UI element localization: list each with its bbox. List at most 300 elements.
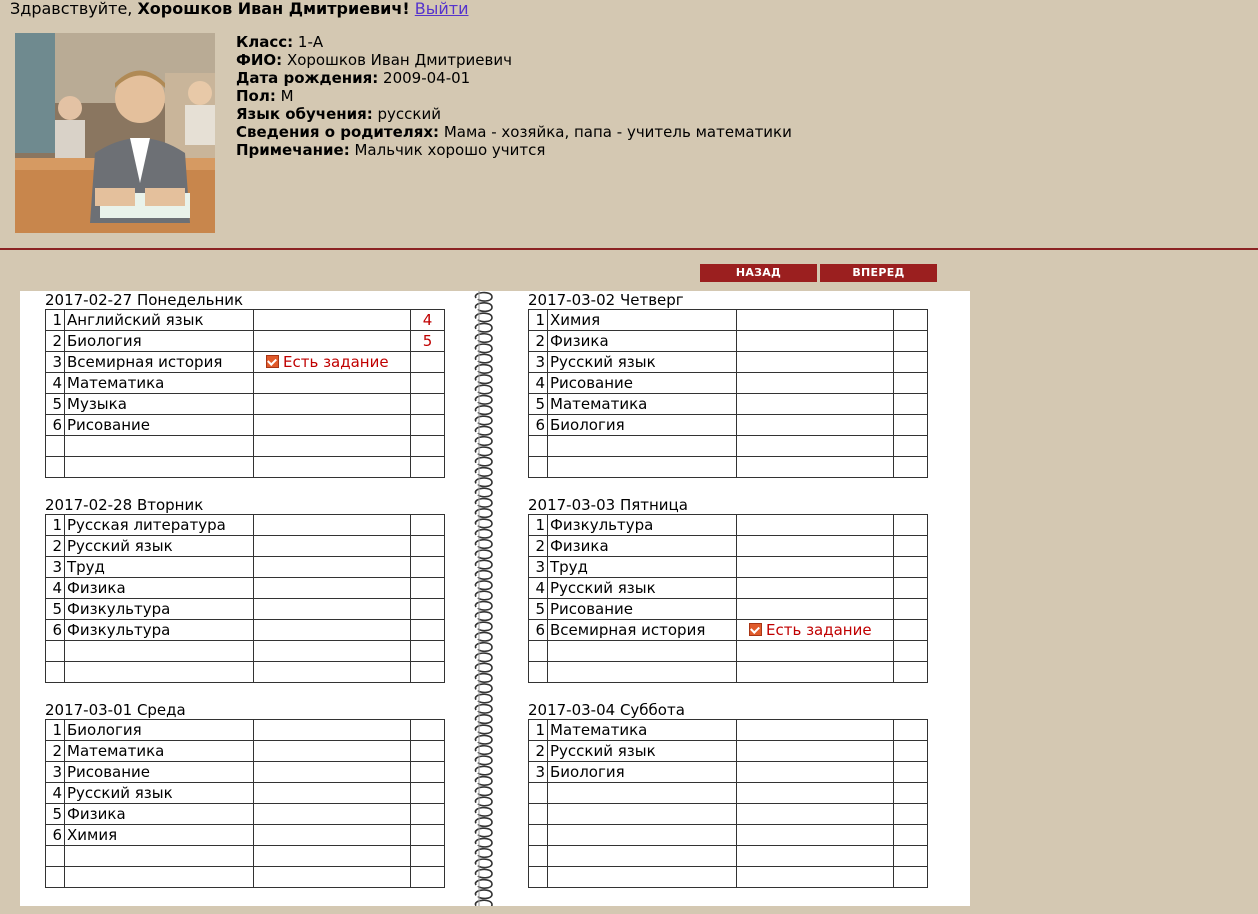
lesson-grade xyxy=(894,394,928,415)
lesson-task xyxy=(737,394,894,415)
lesson-number: 1 xyxy=(529,310,548,331)
lesson-subject: Биология xyxy=(65,331,254,352)
lesson-grade xyxy=(411,846,445,867)
lesson-grade xyxy=(894,846,928,867)
info-value: Мама - хозяйка, папа - учитель математики xyxy=(439,123,792,141)
table-row xyxy=(46,741,445,762)
forward-button[interactable]: ВПЕРЕД xyxy=(820,264,937,282)
lesson-task xyxy=(737,867,894,888)
lesson-grade xyxy=(411,373,445,394)
table-row xyxy=(46,352,445,373)
student-photo xyxy=(15,33,215,233)
lesson-subject xyxy=(65,436,254,457)
lesson-number: 1 xyxy=(46,515,65,536)
lesson-task xyxy=(254,783,411,804)
lesson-grade xyxy=(411,557,445,578)
lesson-number: 3 xyxy=(46,557,65,578)
table-row xyxy=(529,331,928,352)
lesson-subject: Музыка xyxy=(65,394,254,415)
lesson-number: 5 xyxy=(46,599,65,620)
lesson-grade xyxy=(894,415,928,436)
lesson-task xyxy=(737,310,894,331)
day-schedule xyxy=(45,496,445,683)
spiral-ring xyxy=(475,612,492,620)
lesson-number: 6 xyxy=(529,620,548,641)
lesson-task xyxy=(737,741,894,762)
lesson-subject: Математика xyxy=(548,720,737,741)
lesson-number: 1 xyxy=(529,515,548,536)
spiral-ring xyxy=(475,632,492,640)
lesson-subject: Русский язык xyxy=(65,783,254,804)
lesson-subject: Русский язык xyxy=(65,536,254,557)
lessons-table xyxy=(528,719,928,888)
spiral-ring xyxy=(475,900,492,906)
lesson-number xyxy=(46,846,65,867)
table-row xyxy=(529,641,928,662)
spiral-ring xyxy=(475,571,492,579)
lesson-subject xyxy=(548,825,737,846)
lesson-number: 5 xyxy=(529,394,548,415)
logout-link[interactable]: Выйти xyxy=(414,0,469,18)
lesson-grade xyxy=(411,741,445,762)
spiral-ring xyxy=(475,385,492,393)
table-row xyxy=(529,804,928,825)
spiral-ring xyxy=(475,550,492,558)
lesson-task xyxy=(254,867,411,888)
lesson-task xyxy=(737,352,894,373)
lesson-grade xyxy=(411,641,445,662)
spiral-ring xyxy=(475,818,492,826)
lesson-number: 2 xyxy=(529,331,548,352)
lesson-grade xyxy=(894,310,928,331)
day-schedule xyxy=(528,701,928,888)
lesson-number xyxy=(529,825,548,846)
table-row xyxy=(529,457,928,478)
lesson-subject: Биология xyxy=(548,762,737,783)
table-row xyxy=(46,720,445,741)
lesson-grade xyxy=(411,620,445,641)
info-value: 1-А xyxy=(293,33,324,51)
spiral-ring xyxy=(475,684,492,692)
lesson-subject: Химия xyxy=(548,310,737,331)
table-row xyxy=(46,578,445,599)
lesson-number: 4 xyxy=(46,783,65,804)
lesson-grade xyxy=(411,662,445,683)
table-row xyxy=(46,331,445,352)
lesson-task xyxy=(737,536,894,557)
lesson-grade xyxy=(894,578,928,599)
table-row xyxy=(529,762,928,783)
lesson-number: 1 xyxy=(46,310,65,331)
spiral-ring xyxy=(475,540,492,548)
info-label: Примечание: xyxy=(236,141,350,159)
info-row xyxy=(236,33,792,51)
lesson-grade xyxy=(894,457,928,478)
day-schedule xyxy=(45,291,445,478)
lesson-number xyxy=(529,867,548,888)
lesson-subject: Английский язык xyxy=(65,310,254,331)
lesson-grade xyxy=(411,394,445,415)
lesson-task xyxy=(254,415,411,436)
lesson-grade xyxy=(411,536,445,557)
lesson-task xyxy=(254,720,411,741)
lesson-subject: Русская литература xyxy=(65,515,254,536)
table-row xyxy=(529,373,928,394)
lesson-subject: Математика xyxy=(548,394,737,415)
lesson-subject xyxy=(65,867,254,888)
lesson-grade xyxy=(411,457,445,478)
lesson-subject xyxy=(65,457,254,478)
info-label: Дата рождения: xyxy=(236,69,379,87)
greeting-text: Здравствуйте, xyxy=(10,0,133,18)
spiral-ring xyxy=(475,457,492,465)
table-row xyxy=(46,457,445,478)
lesson-grade xyxy=(894,825,928,846)
lesson-subject: Физика xyxy=(548,331,737,352)
lesson-subject: Физкультура xyxy=(65,599,254,620)
lesson-subject: Труд xyxy=(65,557,254,578)
spiral-ring xyxy=(475,293,492,301)
user-name: Хорошков Иван Дмитриевич! xyxy=(137,0,410,18)
lesson-grade xyxy=(894,436,928,457)
table-row xyxy=(529,741,928,762)
lesson-task xyxy=(254,641,411,662)
table-row xyxy=(529,515,928,536)
table-row xyxy=(46,310,445,331)
spiral-ring xyxy=(475,725,492,733)
day-title: 2017-03-04 Суббота xyxy=(528,701,685,719)
lesson-subject xyxy=(65,846,254,867)
lesson-task xyxy=(737,804,894,825)
day-title: 2017-03-03 Пятница xyxy=(528,496,688,514)
table-row xyxy=(46,394,445,415)
lesson-grade xyxy=(894,762,928,783)
table-row xyxy=(46,662,445,683)
lesson-grade xyxy=(411,825,445,846)
spiral-ring xyxy=(475,849,492,857)
lesson-grade xyxy=(894,536,928,557)
task-label: Есть задание xyxy=(283,353,389,371)
table-row xyxy=(46,825,445,846)
lesson-subject xyxy=(548,641,737,662)
lesson-task xyxy=(737,436,894,457)
lesson-grade xyxy=(411,720,445,741)
lessons-table xyxy=(45,514,445,683)
lesson-number xyxy=(46,641,65,662)
lesson-number: 1 xyxy=(46,720,65,741)
spiral-ring xyxy=(475,488,492,496)
info-value: Мальчик хорошо учится xyxy=(349,141,546,159)
lesson-number: 4 xyxy=(529,373,548,394)
spiral-ring xyxy=(475,509,492,517)
lesson-subject: Биология xyxy=(548,415,737,436)
lesson-number xyxy=(529,804,548,825)
spiral-ring xyxy=(475,890,492,898)
lesson-task xyxy=(737,457,894,478)
lesson-grade xyxy=(894,515,928,536)
task-checkbox-icon xyxy=(266,355,279,368)
table-row xyxy=(529,783,928,804)
table-row xyxy=(529,436,928,457)
lesson-number xyxy=(529,783,548,804)
lesson-grade xyxy=(411,415,445,436)
info-label: Класс: xyxy=(236,33,294,51)
spiral-ring xyxy=(475,581,492,589)
lesson-grade xyxy=(894,620,928,641)
info-value: русский xyxy=(372,105,441,123)
table-row xyxy=(529,536,928,557)
spiral-ring xyxy=(475,674,492,682)
spiral-ring xyxy=(475,334,492,342)
lesson-task xyxy=(737,825,894,846)
day-title: 2017-02-27 Понедельник xyxy=(45,291,244,309)
lesson-subject xyxy=(548,846,737,867)
spiral-ring xyxy=(475,447,492,455)
lesson-subject: Русский язык xyxy=(548,352,737,373)
lesson-grade xyxy=(894,557,928,578)
spiral-ring xyxy=(475,602,492,610)
table-row xyxy=(46,536,445,557)
spiral-ring xyxy=(475,735,492,743)
spiral-ring xyxy=(475,766,492,774)
lesson-subject xyxy=(65,662,254,683)
lesson-number xyxy=(46,662,65,683)
lesson-grade xyxy=(411,867,445,888)
lesson-subject: Всемирная история xyxy=(548,620,737,641)
info-row xyxy=(236,123,792,141)
lesson-grade xyxy=(411,436,445,457)
lesson-grade xyxy=(411,515,445,536)
lesson-subject xyxy=(548,436,737,457)
spiral-ring xyxy=(475,519,492,527)
info-value: М xyxy=(275,87,294,105)
lesson-task xyxy=(254,846,411,867)
day-schedule xyxy=(528,291,928,478)
spiral-ring xyxy=(475,715,492,723)
lesson-number xyxy=(46,436,65,457)
lesson-grade xyxy=(894,373,928,394)
day-schedule xyxy=(528,496,928,683)
day-title: 2017-03-01 Среда xyxy=(45,701,186,719)
lesson-task xyxy=(737,846,894,867)
lesson-number: 5 xyxy=(46,394,65,415)
spiral-ring xyxy=(475,499,492,507)
spiral-ring xyxy=(475,808,492,816)
info-value: Хорошков Иван Дмитриевич xyxy=(282,51,512,69)
info-row xyxy=(236,69,792,87)
back-button[interactable]: НАЗАД xyxy=(700,264,817,282)
table-row xyxy=(46,436,445,457)
table-row xyxy=(529,846,928,867)
lesson-number xyxy=(529,641,548,662)
lesson-subject: Рисование xyxy=(65,762,254,783)
lesson-number xyxy=(529,662,548,683)
spiral-ring xyxy=(475,838,492,846)
lesson-task xyxy=(254,578,411,599)
table-row xyxy=(529,825,928,846)
lesson-task xyxy=(737,331,894,352)
table-row xyxy=(46,804,445,825)
lesson-task xyxy=(254,662,411,683)
lesson-grade xyxy=(894,641,928,662)
spiral-ring xyxy=(475,643,492,651)
lesson-subject: Всемирная история xyxy=(65,352,254,373)
lesson-task xyxy=(737,373,894,394)
lesson-subject: Физика xyxy=(548,536,737,557)
lesson-grade xyxy=(894,783,928,804)
lesson-number: 4 xyxy=(529,578,548,599)
lesson-number: 5 xyxy=(46,804,65,825)
task-label: Есть задание xyxy=(766,621,872,639)
table-row xyxy=(529,578,928,599)
lesson-number: 3 xyxy=(529,762,548,783)
lesson-task xyxy=(254,373,411,394)
spiral-ring xyxy=(475,746,492,754)
spiral-ring xyxy=(475,694,492,702)
spiral-ring xyxy=(475,303,492,311)
lesson-number: 3 xyxy=(46,352,65,373)
lesson-number xyxy=(529,846,548,867)
spiral-ring xyxy=(475,880,492,888)
lesson-task xyxy=(737,662,894,683)
lesson-subject: Физкультура xyxy=(548,515,737,536)
lesson-grade xyxy=(894,662,928,683)
info-value: 2009-04-01 xyxy=(378,69,471,87)
info-row xyxy=(236,105,792,123)
table-row xyxy=(529,620,928,641)
day-schedule xyxy=(45,701,445,888)
table-row xyxy=(46,557,445,578)
spiral-ring xyxy=(475,663,492,671)
lesson-number: 2 xyxy=(46,741,65,762)
lesson-subject: Рисование xyxy=(548,373,737,394)
lesson-grade xyxy=(894,599,928,620)
student-info xyxy=(236,33,792,159)
table-row xyxy=(46,641,445,662)
info-row xyxy=(236,51,792,69)
lesson-task xyxy=(737,783,894,804)
spiral-ring xyxy=(475,406,492,414)
lesson-number: 6 xyxy=(46,825,65,846)
table-row xyxy=(529,394,928,415)
lesson-task xyxy=(254,331,411,352)
spiral-ring xyxy=(475,416,492,424)
spiral-ring xyxy=(475,396,492,404)
lesson-task[interactable] xyxy=(254,352,411,373)
lesson-task xyxy=(254,536,411,557)
lesson-subject: Биология xyxy=(65,720,254,741)
table-row xyxy=(529,867,928,888)
lesson-task xyxy=(254,741,411,762)
table-row xyxy=(529,720,928,741)
spiral-ring xyxy=(475,313,492,321)
lesson-task[interactable] xyxy=(737,620,894,641)
lesson-number: 6 xyxy=(46,620,65,641)
lessons-table xyxy=(528,514,928,683)
lesson-number: 3 xyxy=(46,762,65,783)
lesson-task xyxy=(737,557,894,578)
lesson-subject: Математика xyxy=(65,373,254,394)
lesson-grade xyxy=(411,804,445,825)
spiral-binding-icon xyxy=(470,291,498,906)
lesson-grade xyxy=(894,741,928,762)
lesson-task xyxy=(254,599,411,620)
lesson-task xyxy=(254,620,411,641)
lesson-task xyxy=(254,557,411,578)
lesson-number: 3 xyxy=(529,557,548,578)
spiral-ring xyxy=(475,622,492,630)
lesson-task xyxy=(254,804,411,825)
table-row xyxy=(46,762,445,783)
table-row xyxy=(529,310,928,331)
info-row xyxy=(236,87,792,105)
lesson-number: 2 xyxy=(529,536,548,557)
lesson-task xyxy=(737,641,894,662)
spiral-ring xyxy=(475,756,492,764)
lesson-subject: Русский язык xyxy=(548,741,737,762)
spiral-ring xyxy=(475,797,492,805)
spiral-ring xyxy=(475,777,492,785)
lesson-task xyxy=(254,457,411,478)
lesson-grade xyxy=(411,352,445,373)
lesson-subject xyxy=(548,662,737,683)
spiral-ring xyxy=(475,478,492,486)
spiral-ring xyxy=(475,529,492,537)
day-title: 2017-03-02 Четверг xyxy=(528,291,684,309)
lesson-grade xyxy=(894,720,928,741)
lesson-number: 2 xyxy=(46,536,65,557)
spiral-ring xyxy=(475,437,492,445)
lesson-task xyxy=(737,515,894,536)
table-row xyxy=(529,352,928,373)
lesson-task xyxy=(254,436,411,457)
spiral-ring xyxy=(475,468,492,476)
spiral-ring xyxy=(475,787,492,795)
lesson-number: 6 xyxy=(46,415,65,436)
table-row xyxy=(46,867,445,888)
info-label: ФИО: xyxy=(236,51,283,69)
lesson-grade xyxy=(894,331,928,352)
spiral-ring xyxy=(475,869,492,877)
info-label: Язык обучения: xyxy=(236,105,373,123)
lesson-number xyxy=(529,436,548,457)
lesson-task xyxy=(254,762,411,783)
lesson-grade: 5 xyxy=(411,331,445,352)
lesson-task xyxy=(737,415,894,436)
lesson-task xyxy=(737,599,894,620)
table-row xyxy=(46,599,445,620)
spiral-ring xyxy=(475,653,492,661)
lesson-number: 2 xyxy=(529,741,548,762)
spiral-ring xyxy=(475,859,492,867)
lessons-table xyxy=(45,309,445,478)
spiral-ring xyxy=(475,426,492,434)
lesson-grade xyxy=(411,599,445,620)
lesson-number: 2 xyxy=(46,331,65,352)
spiral-ring xyxy=(475,560,492,568)
spiral-ring xyxy=(475,323,492,331)
lesson-task xyxy=(254,310,411,331)
lesson-subject: Физкультура xyxy=(65,620,254,641)
task-checkbox-icon xyxy=(749,623,762,636)
lesson-number xyxy=(529,457,548,478)
lesson-grade xyxy=(411,762,445,783)
table-row xyxy=(529,557,928,578)
table-row xyxy=(46,415,445,436)
info-label: Пол: xyxy=(236,87,276,105)
lesson-task xyxy=(737,578,894,599)
lesson-subject: Химия xyxy=(65,825,254,846)
